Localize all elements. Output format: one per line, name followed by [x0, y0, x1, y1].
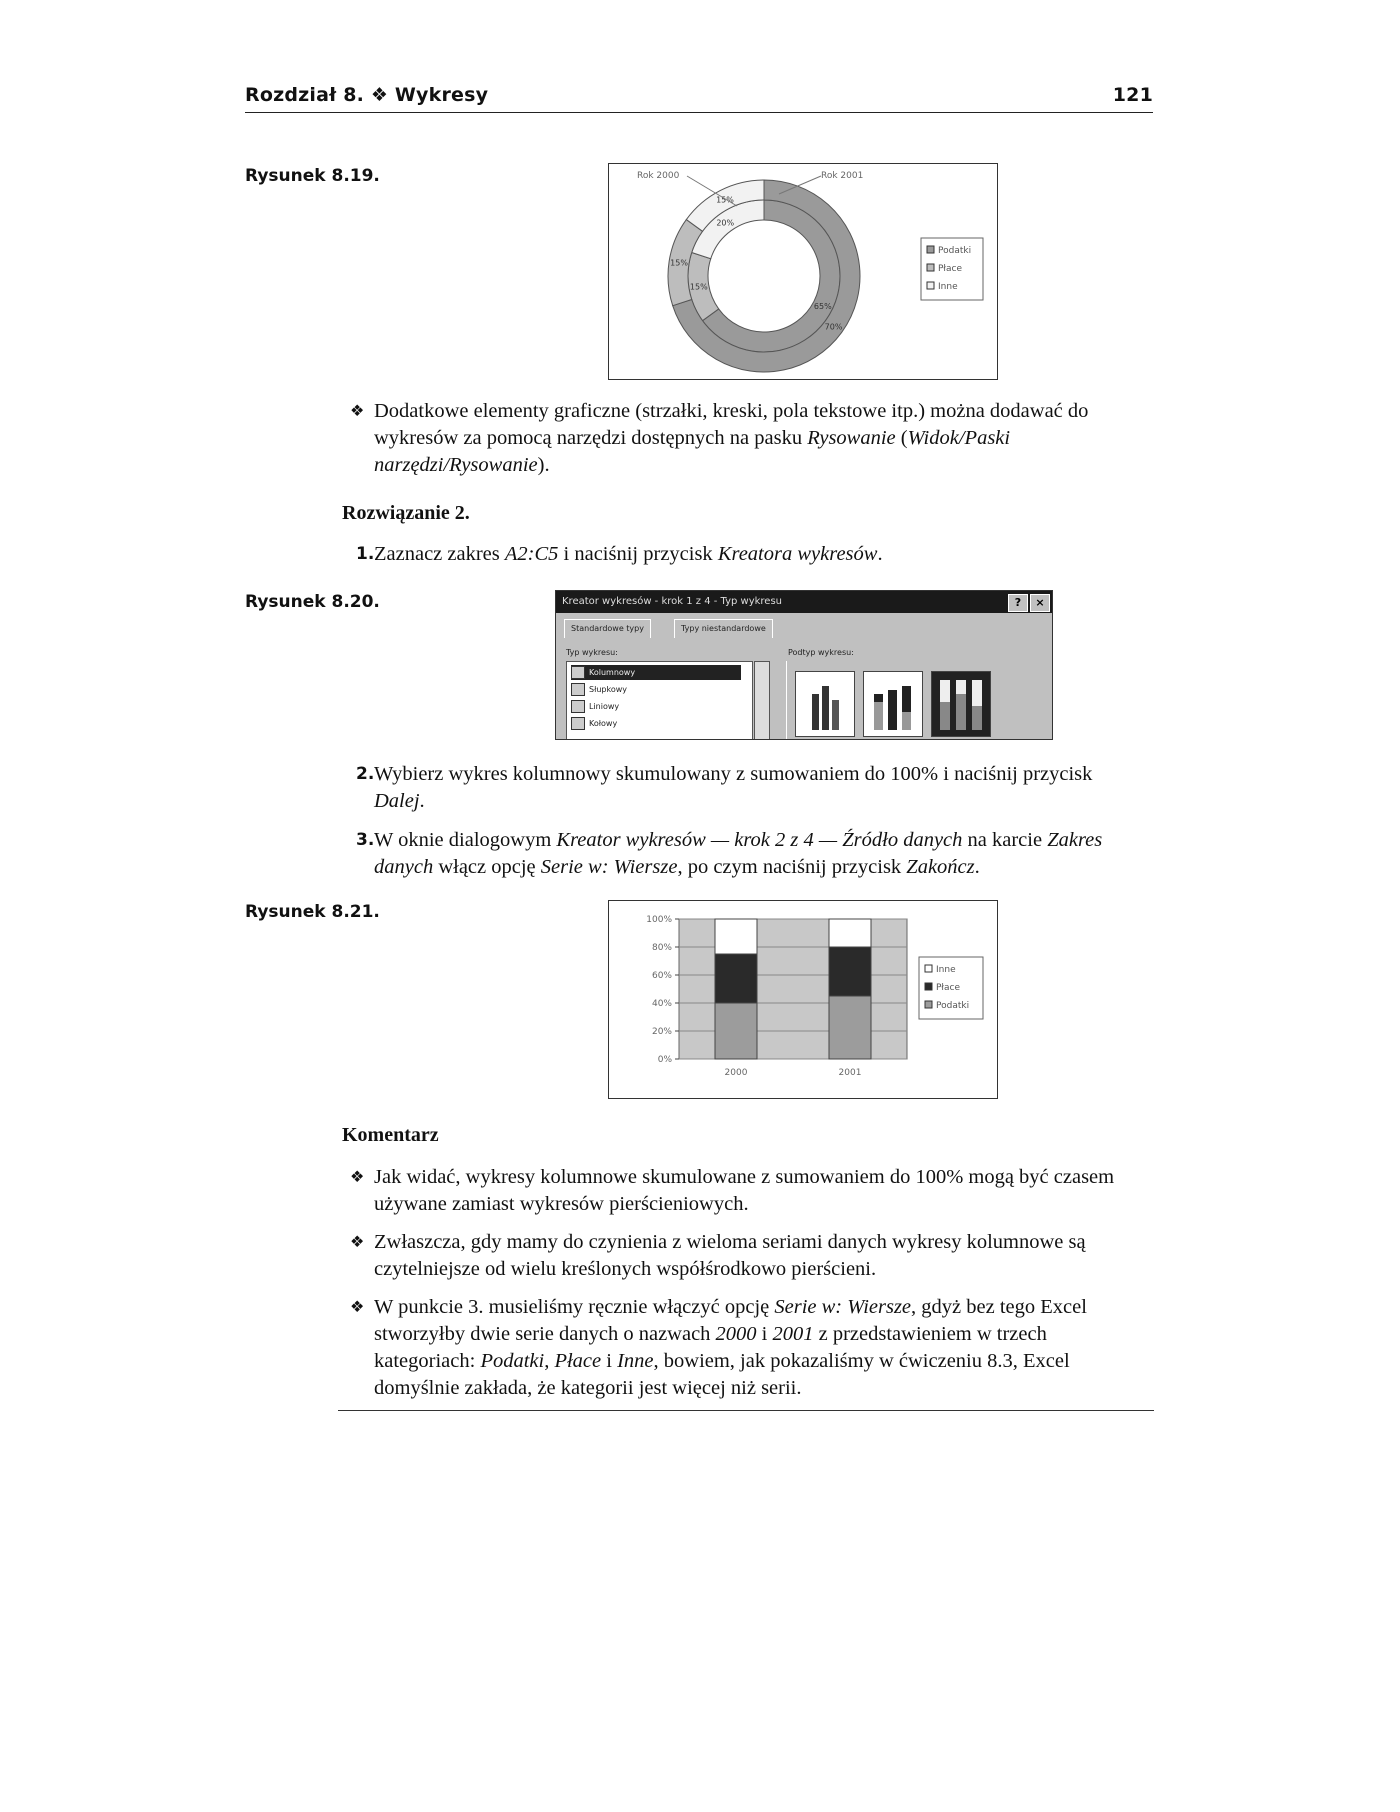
bar-segment	[829, 947, 871, 996]
chart-type-item[interactable]: Kolumnowy	[571, 665, 741, 680]
bullet-icon: ❖	[350, 1234, 365, 1251]
bar-segment	[715, 954, 757, 1003]
legend-entry: Podatki	[936, 1001, 970, 1011]
step-3: 3. W oknie dialogowym Kreator wykresów — krok 2 z 4 — Źródło danych na karcie Zakres danych włącz opcję Serie w: Wiersze, po czym naciśnij przycisk Zakończ.	[356, 829, 1103, 878]
data-label: 15%	[670, 258, 688, 268]
legend-entry: Podatki	[938, 246, 972, 256]
data-label: 15%	[689, 282, 708, 292]
column-chart-icon	[571, 666, 585, 679]
legend-swatch	[925, 965, 932, 972]
column-chart-figure	[608, 900, 998, 1099]
legend-swatch	[925, 983, 932, 990]
tab-standard-types[interactable]: Standardowe typy	[564, 619, 651, 638]
bar-segment	[829, 919, 871, 947]
comment-bullet-1: ❖ Jak widać, wykresy kolumnowe skumulowane z sumowaniem do 100% mogą być czasem używane zamiast wykresów pierścieniowych.	[350, 1166, 1115, 1215]
type-list-scrollbar[interactable]	[754, 661, 770, 740]
bar-segment	[715, 919, 757, 954]
legend-swatch	[927, 246, 934, 253]
tab-custom-types[interactable]: Typy niestandardowe	[674, 619, 773, 638]
legend-swatch	[927, 264, 934, 271]
stacked-column-chart	[609, 901, 997, 1098]
figure-label-8-21: Rysunek 8.21.	[245, 902, 380, 922]
bullet-icon: ❖	[350, 403, 365, 420]
doughnut-chart-figure	[608, 163, 998, 380]
legend-swatch	[925, 1001, 932, 1008]
step-number: 2.	[356, 764, 375, 784]
data-label: 20%	[716, 218, 735, 228]
solution-heading: Rozwiązanie 2.	[342, 502, 470, 524]
y-tick-label: 100%	[646, 915, 672, 925]
bullet-icon: ❖	[350, 1299, 365, 1316]
y-tick-label: 20%	[651, 1027, 672, 1037]
bar-chart-icon	[571, 683, 585, 696]
chart-type-item[interactable]: Liniowy	[571, 699, 619, 714]
running-header	[245, 84, 1153, 113]
x-tick-label: 2000	[724, 1068, 748, 1078]
chart-type-item[interactable]: Kołowy	[571, 716, 617, 731]
dialog-title-bar: Kreator wykresów - krok 1 z 4 - Typ wykresu	[556, 591, 1052, 613]
bullet-icon: ❖	[350, 1169, 365, 1186]
ring-label: Rok 2000	[637, 171, 680, 181]
legend-swatch	[927, 282, 934, 289]
y-tick-label: 40%	[651, 999, 672, 1009]
comment-heading: Komentarz	[342, 1124, 439, 1146]
paragraph-text: Dodatkowe elementy graficzne (strzałki, kreski, pola tekstowe itp.) można dodawać do wykresów za pomocą narzędzi dostępnych na pasku Rysowanie (Widok/Paski narzędzi/Rysowanie).	[374, 400, 1089, 476]
subtype-100-stacked-column[interactable]	[931, 671, 991, 737]
y-tick-label: 0%	[657, 1055, 672, 1065]
close-button[interactable]: ×	[1030, 594, 1050, 612]
section-end-rule	[338, 1410, 1154, 1411]
data-label: 70%	[824, 322, 843, 332]
chart-type-item[interactable]: Słupkowy	[571, 682, 627, 697]
legend-entry: Płace	[936, 983, 960, 993]
step-number: 3.	[356, 830, 375, 850]
plot-area	[679, 919, 907, 1059]
chart-subtype-label: Podtyp wykresu:	[788, 648, 854, 657]
chart-type-label: Typ wykresu:	[566, 648, 618, 657]
figure-label-8-20: Rysunek 8.20.	[245, 592, 380, 612]
bar-segment	[829, 996, 871, 1059]
y-tick-label: 80%	[651, 943, 672, 953]
chapter-title: Rozdział 8. ❖ Wykresy	[245, 84, 489, 106]
subtype-clustered-column[interactable]	[795, 671, 855, 737]
pie-chart-icon	[571, 717, 585, 730]
doughnut-chart	[609, 164, 997, 379]
chart-subtype-panel	[786, 661, 1053, 739]
subtype-stacked-column[interactable]	[863, 671, 923, 737]
page-number: 121	[1112, 84, 1153, 106]
line-chart-icon	[571, 700, 585, 713]
step-number: 1.	[356, 544, 375, 564]
legend-entry: Inne	[936, 965, 956, 975]
ring-label: Rok 2001	[821, 171, 864, 181]
legend-entry: Inne	[938, 282, 958, 292]
y-tick-label: 60%	[651, 971, 672, 981]
step-1: 1. Zaznacz zakres A2:C5 i naciśnij przycisk Kreatora wykresów.	[352, 541, 1142, 568]
comment-bullet-3: ❖ W punkcie 3. musieliśmy ręcznie włączyć opcję Serie w: Wiersze, gdyż bez tego Excel stworzyłby dwie serie danych o nazwach 2000 i 2001 z przedstawieniem w trzech kategoriach: Podatki, Płace i Inne, bowiem, jak pokazaliśmy w ćwiczeniu 8.3, Excel domyślnie zakłada, że kategorii jest więcej niż serii.	[350, 1296, 1087, 1399]
chart-type-list[interactable]	[566, 661, 753, 740]
comment-bullet-2: ❖ Zwłaszcza, gdy mamy do czynienia z wieloma seriami danych wykresy kolumnowe są czytelniejsze od wielu kreślonych współśrodkowo pierścieni.	[350, 1231, 1086, 1280]
step-2: 2. Wybierz wykres kolumnowy skumulowany z sumowaniem do 100% i naciśnij przycisk Dalej.	[356, 763, 1093, 812]
help-button[interactable]: ?	[1008, 594, 1028, 612]
bullet-drawing-tools	[350, 398, 1140, 479]
data-label: 15%	[716, 195, 734, 205]
chart-wizard-dialog	[555, 590, 1053, 740]
figure-label-8-19: Rysunek 8.19.	[245, 166, 380, 186]
legend-entry: Płace	[938, 264, 962, 274]
x-tick-label: 2001	[838, 1068, 862, 1078]
bar-segment	[715, 1003, 757, 1059]
data-label: 65%	[813, 301, 832, 311]
